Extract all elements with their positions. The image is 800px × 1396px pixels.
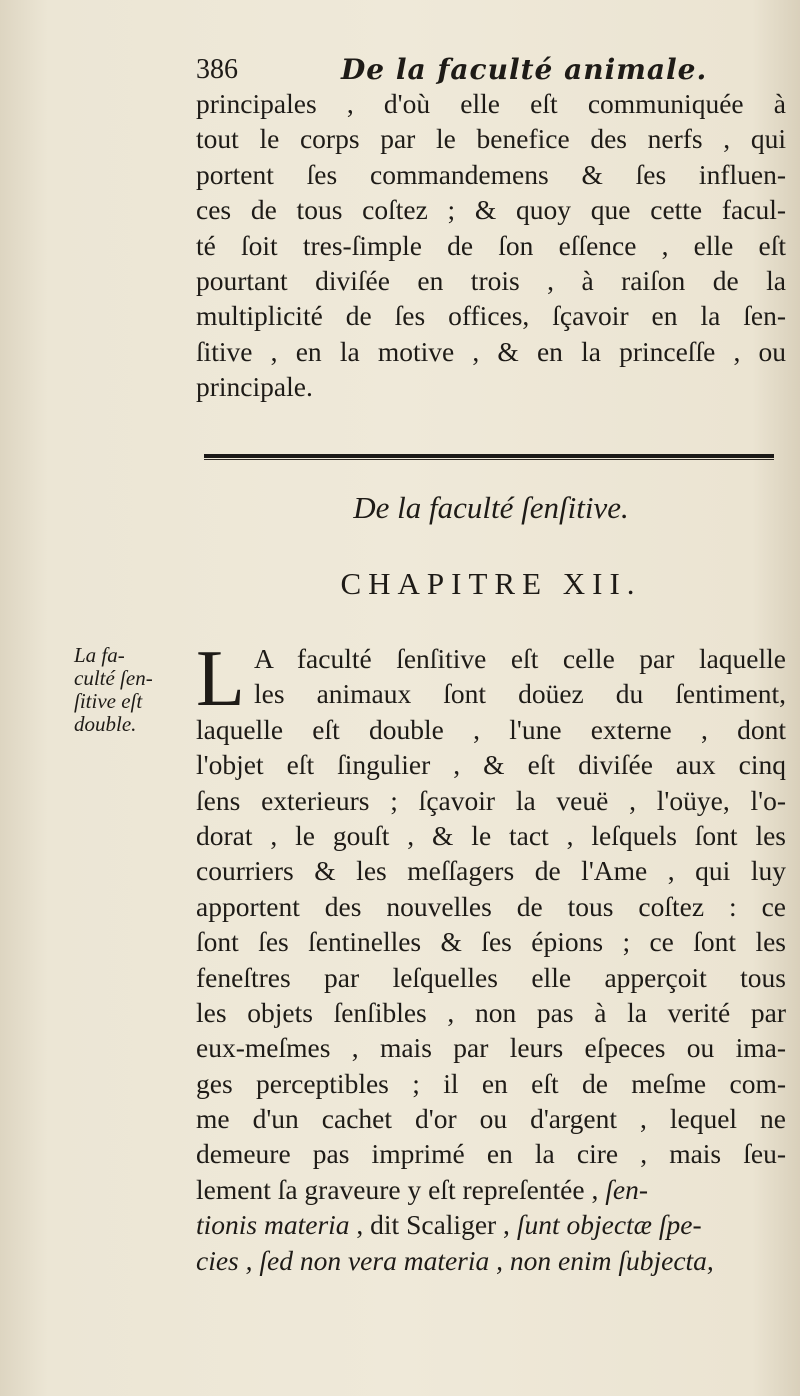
margin-note-line: ſitive eſt [74,689,143,713]
text-line: l'objet eſt ſingulier , & eſt diviſée aux cinq [196,749,786,781]
text-line: feneſtres par leſquelles elle apperçoit tous [196,961,786,993]
text-line: ces de tous coſtez ; & quoy que cette facul- [196,194,786,226]
text-line: principale. [196,371,313,403]
text-line: pourtant diviſée en trois , à raiſon de la [196,264,786,296]
text-line: ſitive , en la motive , & en la princeſſe , ou [196,335,786,367]
text-line: demeure pas imprimé en la cire , mais ſeu- [196,1138,786,1170]
text-line: té ſoit tres-ſimple de ſon eſſence , elle eſt [196,229,786,261]
running-head [196,50,766,90]
section-divider [204,454,774,460]
margin-note-line: double. [74,712,137,736]
latin-span: ſunt objectæ ſpe- [516,1209,702,1241]
latin-span: tionis materia [196,1209,350,1241]
text-line: multiplicité de ſes offices, ſçavoir en la ſen- [196,300,786,332]
text-span: lement ſa graveure y eſt repreſentée , [196,1173,606,1205]
text-line: ſens exterieurs ; ſçavoir la veuë , l'oüye, l'o- [196,784,786,816]
text-line: portent ſes commandemens & ſes influen- [196,158,786,190]
chapter-paragraph [196,635,786,1278]
text-line: ſont ſes ſentinelles & ſes épions ; ce ſont les [196,926,786,958]
text-line: dorat , le gouſt , & le tact , leſquels ſont les [196,819,786,851]
chapter-heading: CHAPITRE XII. [340,566,642,601]
text-line: eux-meſmes , mais par leurs eſpeces ou ima- [196,1032,786,1064]
margin-note [74,644,184,736]
latin-span: ſen- [605,1173,648,1205]
text-line [196,1207,786,1242]
text-line: apportent des nouvelles de tous coſtez : ce [196,890,786,922]
running-head-title: De la faculté animale. [341,53,708,86]
text-line: laquelle eſt double , l'une externe , dont [196,713,786,745]
text-line: courriers & les meſſagers de l'Ame , qui luy [196,855,786,887]
text-line: tout le corps par le benefice des nerfs , qui [196,123,786,155]
text-line: principales , d'où elle eſt communiquée à [196,88,786,119]
text-span: , dit Scaliger , [349,1209,517,1241]
text-line: les objets ſenſibles , non pas à la verité par [196,996,786,1028]
text-line: me d'un cachet d'or ou d'argent , lequel ne [196,1103,786,1135]
text-line: ges perceptibles ; il en eſt de meſme com- [196,1067,786,1099]
section-title: De la faculté ſenſitive. [353,490,629,525]
text-line [196,1172,786,1207]
drop-cap: L [196,635,245,723]
page-number: 386 [196,54,238,85]
latin-line: cies , ſed non vera materia , non enim ſubjecta, [196,1244,714,1276]
text-line: les animaux ſont doüez du ſentiment, [254,678,786,710]
margin-note-line: La fa- [74,643,125,667]
text-line: A faculté ſenſitive eſt celle par laquelle [254,643,786,674]
continuation-paragraph [196,86,786,405]
margin-note-line: culté ſen- [74,666,153,690]
